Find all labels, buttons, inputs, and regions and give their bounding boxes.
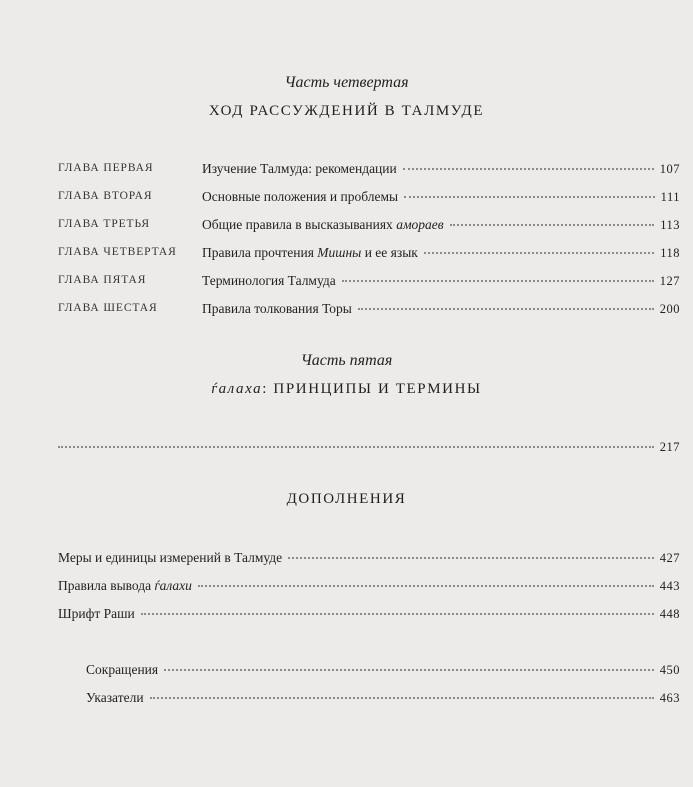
page-number: 450 [659,663,680,677]
chapter-label: ГЛАВА ПЕРВАЯ [58,162,154,174]
part-five-title-italic: ѓалаха [211,381,263,397]
page-number: 111 [660,190,680,204]
entry-title: Шрифт Раши [58,606,135,621]
part-five-title-rest: : ПРИНЦИПЫ И ТЕРМИНЫ [262,381,482,397]
toc-row[interactable] [0,190,693,208]
page-number: 107 [659,162,680,176]
dot-leader [288,557,654,559]
chapter-label: ГЛАВА ШЕСТАЯ [58,302,158,314]
page-number: 113 [660,218,680,232]
toc-entry-part-five[interactable] [58,440,680,455]
chapter-label: ГЛАВА ВТОРАЯ [58,190,153,202]
entry-title: Меры и единицы измерений в Талмуде [58,550,283,565]
chapter-label: ГЛАВА ПЯТАЯ [58,274,147,286]
dot-leader [164,669,654,671]
entry-title: Сокращения [86,662,159,677]
page-number: 427 [659,551,680,565]
toc-entry[interactable] [202,301,680,317]
page-number: 217 [659,440,680,454]
toc-row[interactable] [0,218,693,236]
toc-entry[interactable] [86,662,680,678]
entry-title: Правила прочтения Мишны и ее язык [202,245,418,260]
dot-leader [424,252,654,254]
chapter-label: ГЛАВА ЧЕТВЕРТАЯ [58,246,177,258]
toc-entry[interactable] [58,550,680,566]
toc-entry[interactable] [202,273,680,289]
entry-title: Терминология Талмуда [202,273,336,288]
page-number: 118 [660,246,680,260]
toc-entry[interactable] [58,606,680,622]
dot-leader [450,224,655,226]
toc-row[interactable] [0,274,693,292]
toc-entry[interactable] [202,189,680,205]
part-five-label: Часть пятая [300,352,393,369]
entry-title: Основные положения и проблемы [202,189,399,204]
dot-leader [58,446,654,448]
page-number: 463 [659,691,680,705]
page-number: 448 [659,607,680,621]
toc-entry[interactable] [202,217,680,233]
toc-entry[interactable] [202,161,680,177]
appendix-heading: ДОПОЛНЕНИЯ [286,491,407,507]
part-four-title: ХОД РАССУЖДЕНИЙ В ТАЛМУДЕ [208,103,485,119]
dot-leader [404,196,655,198]
toc-row[interactable] [0,162,693,180]
toc-row[interactable] [0,246,693,264]
toc-entry[interactable] [58,578,680,594]
page-number: 200 [659,302,680,316]
entry-title: Общие правила в высказываниях амораев [202,217,444,232]
page-number: 443 [659,579,680,593]
page-number: 127 [659,274,680,288]
entry-title: Изучение Талмуда: рекомендации [202,161,397,176]
toc-entry[interactable] [202,245,680,261]
dot-leader [150,697,654,699]
chapter-label: ГЛАВА ТРЕТЬЯ [58,218,150,230]
dot-leader [141,613,654,615]
toc-row[interactable] [0,302,693,320]
dot-leader [403,168,654,170]
part-five-title [0,381,693,398]
dot-leader [342,280,654,282]
dot-leader [198,585,654,587]
entry-title: Правила вывода ѓалахи [58,578,192,593]
dot-leader [358,308,654,310]
entry-title: Правила толкования Торы [202,301,352,316]
entry-title: Указатели [86,690,144,705]
part-four-label: Часть четвертая [284,74,409,91]
toc-entry[interactable] [86,690,680,706]
